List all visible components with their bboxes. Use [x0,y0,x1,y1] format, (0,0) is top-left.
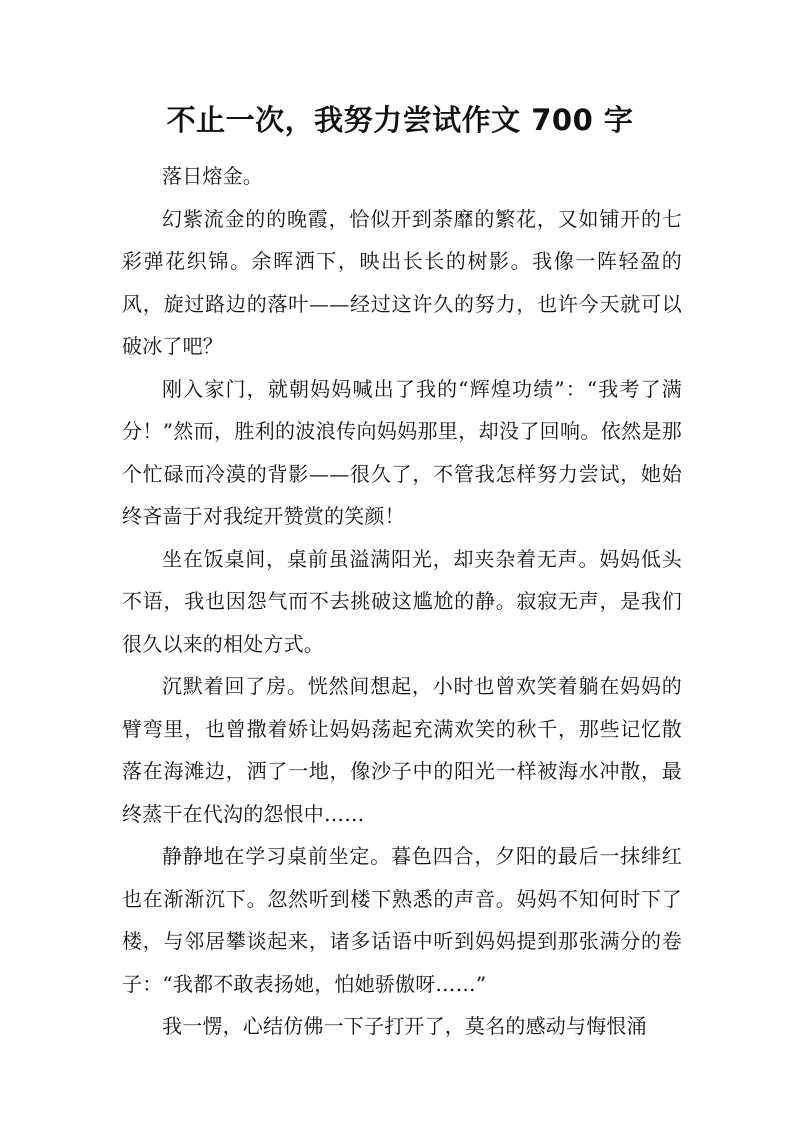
paragraph: 我一愣，心结仿佛一下子打开了，莫名的感动与悔恨涌 [162,1014,647,1038]
paragraph: 落日熔金。 [162,164,263,188]
paragraph: 沉默着回了房。恍然间想起，小时也曾欢笑着躺在妈妈的臂弯里，也曾撒着娇让妈妈荡起充满欢笑的秋千，那些记忆散落在海滩边，洒了一地，像沙子中的阳光一样被海水冲散，最终蒸干在代沟的怨恨中…… [122,674,682,826]
paragraph: 幻紫流金的的晚霞，恰似开到荼靡的繁花，又如铺开的七彩弹花织锦。余晖洒下，映出长长的树影。我像一阵轻盈的风，旋过路边的落叶——经过这许久的努力，也许今天就可以破冰了吧？ [122,206,682,358]
paragraph: 静静地在学习桌前坐定。暮色四合，夕阳的最后一抹绯红也在渐渐沉下。忽然听到楼下熟悉的声音。妈妈不知何时下了楼，与邻居攀谈起来，诸多话语中听到妈妈提到那张满分的卷子：“我都不敢表扬她，怕她骄傲呀……” [122,844,682,996]
document-title: 不止一次，我努力尝试作文 700 字 [166,103,634,137]
paragraph: 坐在饭桌间，桌前虽溢满阳光，却夹杂着无声。妈妈低头不语，我也因怨气而不去挑破这尴尬的静。寂寂无声，是我们很久以来的相处方式。 [122,546,682,656]
paragraph: 刚入家门，就朝妈妈喊出了我的“辉煌功绩”：“我考了满分！”然而，胜利的波浪传向妈妈那里，却没了回响。依然是那个忙碌而冷漠的背影——很久了，不管我怎样努力尝试，她始终吝啬于对我绽开赞赏的笑颜！ [122,376,682,528]
document-body [122,155,682,1048]
